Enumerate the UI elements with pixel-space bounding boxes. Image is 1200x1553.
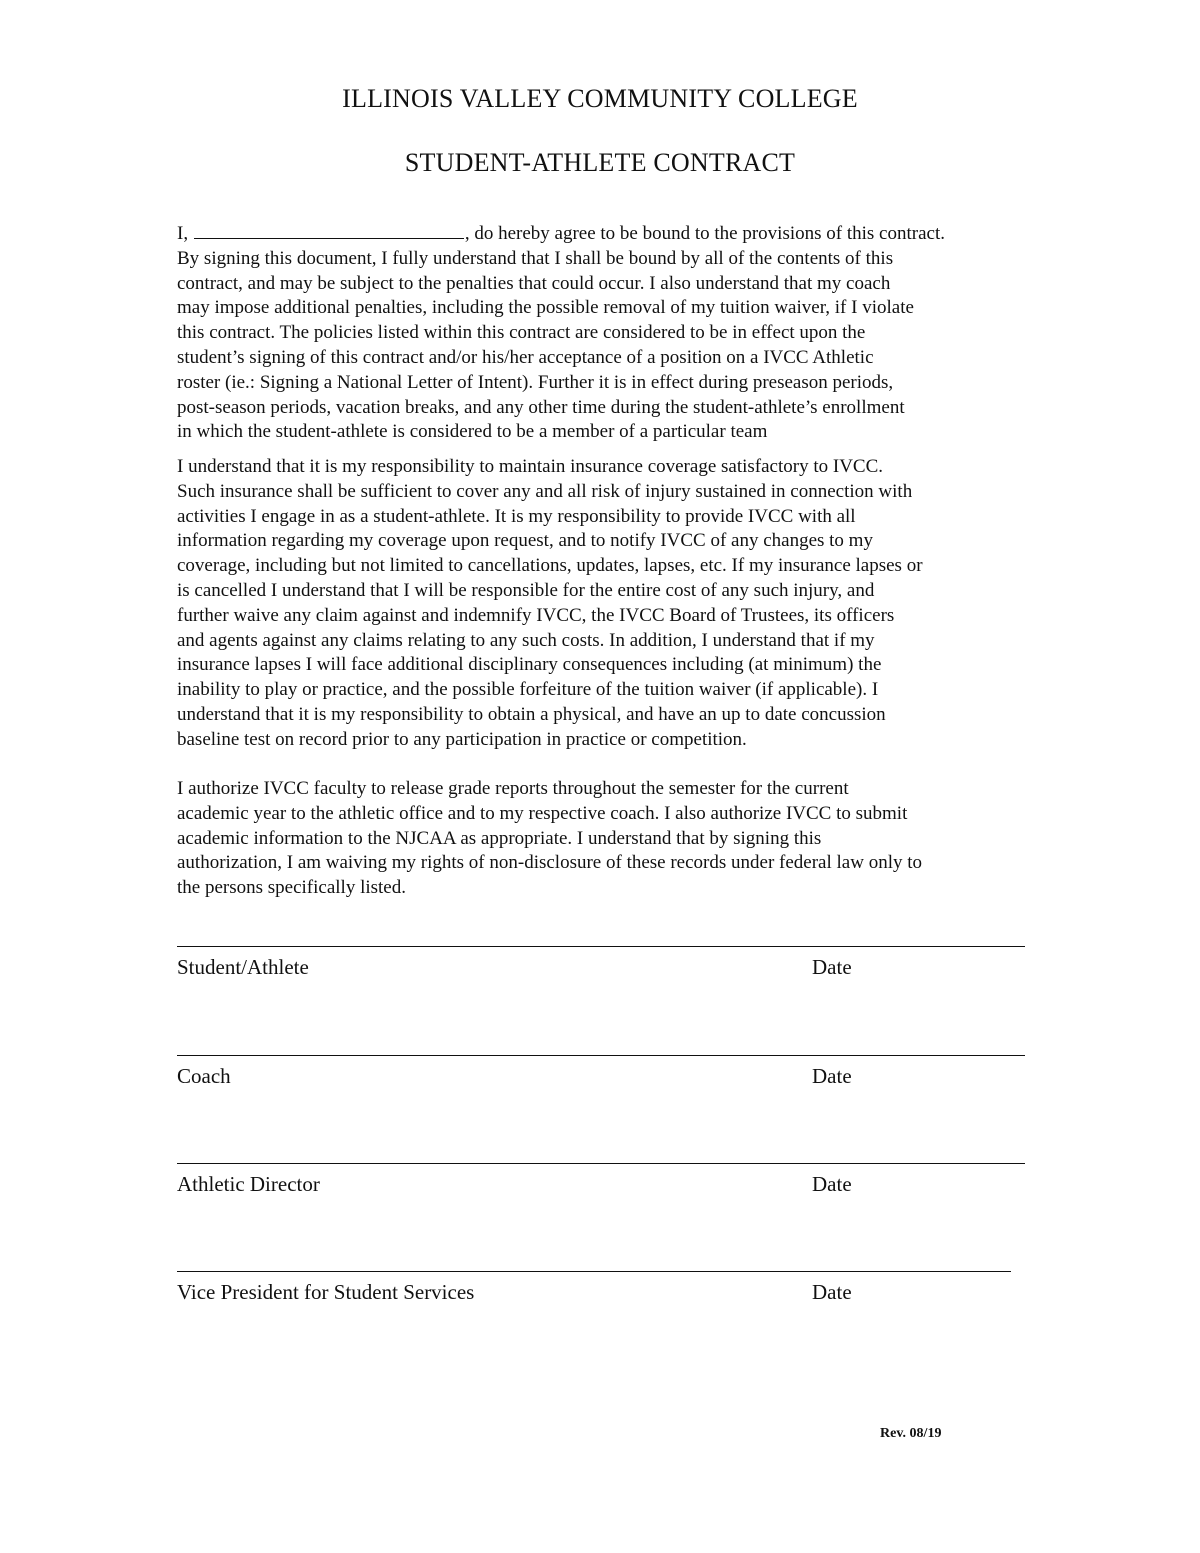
signature-block-coach <box>177 1055 1025 1088</box>
agreement-first-line-text: , do hereby agree to be bound to the provisions of this contract. <box>464 223 945 244</box>
paragraph-line: information regarding my coverage upon request, and to notify IVCC of any changes to my <box>177 530 873 552</box>
paragraph-line: Such insurance shall be sufficient to cover any and all risk of injury sustained in connection with <box>177 480 913 502</box>
signature-block-vice-president <box>177 1271 1011 1304</box>
signature-label: Athletic Director <box>177 1172 320 1196</box>
signature-block-student <box>177 946 1025 979</box>
signature-labels <box>177 1164 1025 1196</box>
paragraph-line: may impose additional penalties, including the possible removal of my tuition waiver, if I violate <box>177 297 914 319</box>
paragraph-line: contract, and may be subject to the penalties that could occur. I also understand that my coach <box>177 272 891 294</box>
paragraph-line: in which the student-athlete is considered to be a member of a particular team <box>177 421 768 443</box>
agreement-first-line <box>177 220 1037 247</box>
signature-label: Student/Athlete <box>177 955 309 979</box>
date-label: Date <box>812 1064 852 1088</box>
signature-label: Coach <box>177 1064 231 1088</box>
paragraph-line: I understand that it is my responsibility to maintain insurance coverage satisfactory to IVCC. <box>177 456 884 477</box>
paragraph-line: activities I engage in as a student-athlete. It is my responsibility to provide IVCC with all <box>177 505 856 527</box>
paragraph-line: baseline test on record prior to any participation in practice or competition. <box>177 728 747 750</box>
paragraph-line: and agents against any claims relating to any such costs. In addition, I understand that if my <box>177 629 875 651</box>
date-label: Date <box>812 955 852 979</box>
signature-block-athletic-director <box>177 1163 1025 1196</box>
paragraph-line: academic information to the NJCAA as appropriate. I understand that by signing this <box>177 827 822 849</box>
paragraph-line: I authorize IVCC faculty to release grade reports throughout the semester for the current <box>177 778 849 799</box>
paragraph-line: post-season periods, vacation breaks, and any other time during the student-athlete’s enrollment <box>177 396 905 418</box>
signature-labels <box>177 947 1025 979</box>
institution-name: ILLINOIS VALLEY COMMUNITY COLLEGE <box>342 84 858 113</box>
paragraph-line: the persons specifically listed. <box>177 877 406 899</box>
paragraph-line: this contract. The policies listed within this contract are considered to be in effect upon the <box>177 322 866 344</box>
revision-label: Rev. 08/19 <box>880 1426 942 1441</box>
paragraph-line: further waive any claim against and indemnify IVCC, the IVCC Board of Trustees, its officers <box>177 604 895 626</box>
signature-label: Vice President for Student Services <box>177 1280 475 1304</box>
paragraph-line: insurance lapses I will face additional disciplinary consequences including (at minimum) the <box>177 654 882 676</box>
paragraph-line: is cancelled I understand that I will be responsible for the entire cost of any such injury, and <box>177 579 875 601</box>
agreement-prefix: I, <box>177 223 189 244</box>
paragraph-line: coverage, including but not limited to cancellations, updates, lapses, etc. If my insurance lapses or <box>177 555 923 577</box>
signature-labels <box>177 1272 1011 1304</box>
signature-labels <box>177 1056 1025 1088</box>
date-label: Date <box>812 1280 852 1304</box>
document-title: STUDENT-ATHLETE CONTRACT <box>404 148 796 177</box>
paragraph-line: academic year to the athletic office and to my respective coach. I also authorize IVCC to submit <box>177 802 908 824</box>
paragraph-line: inability to play or practice, and the possible forfeiture of the tuition waiver (if applicable). I <box>177 679 879 701</box>
paragraph-line: By signing this document, I fully understand that I shall be bound by all of the contents of this <box>177 247 894 269</box>
authorization-paragraph <box>177 777 1037 901</box>
student-name-blank[interactable] <box>194 220 464 239</box>
insurance-paragraph <box>177 455 1037 753</box>
agreement-paragraph <box>177 220 1037 445</box>
paragraph-line: authorization, I am waiving my rights of non-disclosure of these records under federal law only to <box>177 852 923 874</box>
paragraph-line: understand that it is my responsibility to obtain a physical, and have an up to date concussion <box>177 703 886 725</box>
paragraph-line: student’s signing of this contract and/or his/her acceptance of a position on a IVCC Athletic <box>177 346 874 368</box>
paragraph-line: roster (ie.: Signing a National Letter of Intent). Further it is in effect during preseason periods, <box>177 371 894 393</box>
date-label: Date <box>812 1172 852 1196</box>
